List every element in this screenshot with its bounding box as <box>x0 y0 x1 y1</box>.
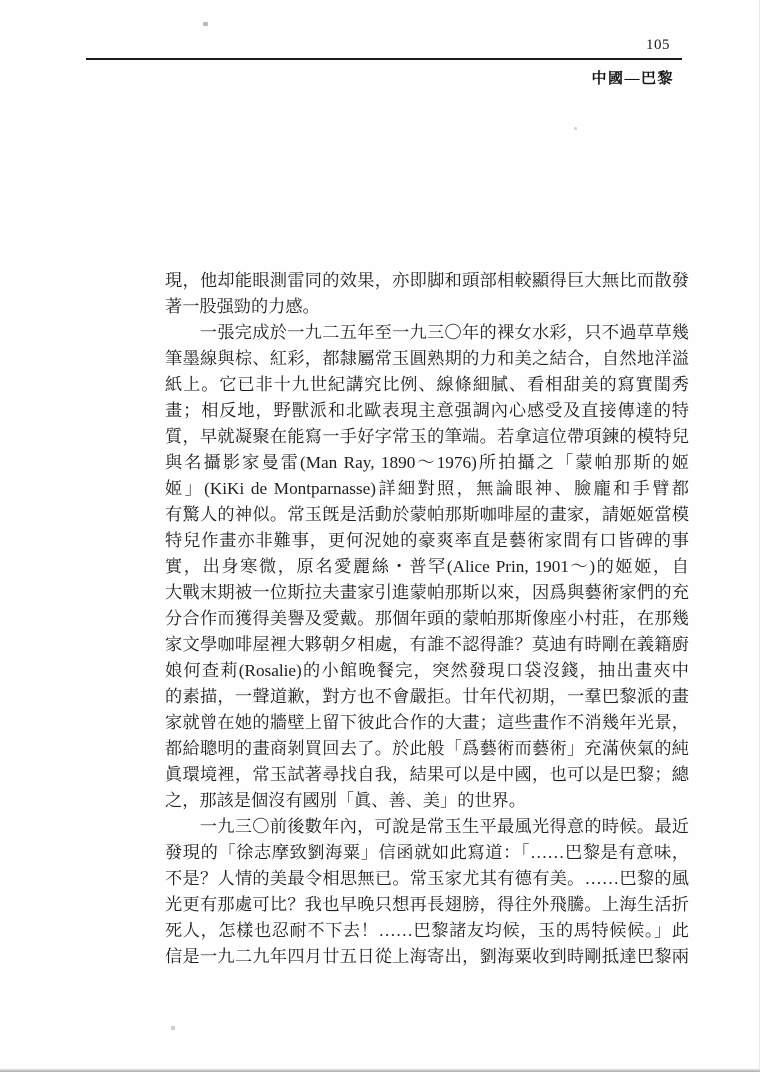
body-line: 實，出身寒微，原名愛麗絲・普罕(Alice Prin, 1901～)的姬姬，自 <box>165 557 689 576</box>
body-line: 姬」(KiKi de Montparnasse)詳細對照，無論眼神、臉龐和手臂都 <box>165 479 689 498</box>
body-line: 發現的「徐志摩致劉海粟」信函就如此寫道：「……巴黎是有意味， <box>165 843 689 862</box>
body-line: 之，那該是個沒有國別「眞、善、美」的世界。 <box>165 791 526 810</box>
body-line: 大戰末期被一位斯拉夫畫家引進蒙帕那斯以來，因爲與藝術家們的充 <box>165 583 689 602</box>
body-line: 家文學咖啡屋裡大夥朝夕相處，有誰不認得誰？莫迪有時剛在義籍廚 <box>165 635 689 654</box>
body-line: 眞環境裡，常玉試著尋找自我，結果可以是中國，也可以是巴黎；總 <box>165 765 689 784</box>
body-line: 現，他却能眼測雷同的效果，亦即脚和頭部相較顯得巨大無比而散發 <box>165 271 689 290</box>
body-line: 畫；相反地，野獸派和北歐表現主意强調內心感受及直接傳達的特 <box>165 401 689 420</box>
page-number: 105 <box>646 37 670 53</box>
body-line: 家就曾在她的牆壁上留下彼此合作的大畫；這些畫作不消幾年光景， <box>165 713 689 732</box>
body-line: 紙上。它已非十九世紀講究比例、線條細膩、看相甜美的寫實閨秀 <box>165 375 689 394</box>
body-line: 光更有那處可比？我也早晚只想再長翅膀，得往外飛騰。上海生活折 <box>165 895 689 914</box>
body-line: 都給聰明的畫商剝買回去了。於此般「爲藝術而藝術」充滿俠氣的純 <box>165 739 689 758</box>
body-line: 娘何查莉(Rosalie)的小館晚餐完，突然發現口袋沒錢，抽出畫夾中 <box>165 661 689 680</box>
body-line: 一九三〇前後數年內，可說是常玉生平最風光得意的時候。最近 <box>199 817 689 836</box>
body-line: 的素描，一聲道歉，對方也不會嚴拒。廿年代初期，一羣巴黎派的畫 <box>165 687 689 706</box>
body-line: 信是一九二九年四月廿五日從上海寄出，劉海粟收到時剛抵達巴黎兩 <box>165 947 689 966</box>
body-line: 質，早就凝聚在能寫一手好字常玉的筆端。若拿這位帶項鍊的模特兒 <box>165 427 689 446</box>
body-line: 著一股强勁的力感。 <box>165 297 320 316</box>
body-line: 筆墨線與棕、紅彩，都隸屬常玉圓熟期的力和美之結合，自然地洋溢 <box>165 349 689 368</box>
scan-speck <box>203 22 208 26</box>
body-line: 死人，怎樣也忍耐不下去！……巴黎諸友均候，玉的馬特候候。」此 <box>165 921 689 940</box>
body-line: 不是？人情的美最令相思無已。常玉家尤其有德有美。……巴黎的風 <box>165 869 689 888</box>
body-line: 特兒作畫亦非難事，更何況她的豪爽率直是藝術家間有口皆碑的事 <box>165 531 689 550</box>
body-line: 一張完成於一九二五年至一九三〇年的裸女水彩，只不過草草幾 <box>199 323 689 342</box>
body-line: 分合作而獲得美譽及愛戴。那個年頭的蒙帕那斯像座小村莊，在那幾 <box>165 609 689 628</box>
scan-speck <box>574 127 577 130</box>
body-line: 與名攝影家曼雷(Man Ray, 1890～1976)所拍攝之「蒙帕那斯的姬 <box>165 453 689 472</box>
body-text <box>165 268 689 970</box>
header-rule <box>86 58 682 60</box>
running-head: 中國—巴黎 <box>591 71 674 87</box>
body-line: 有驚人的神似。常玉旣是活動於蒙帕那斯咖啡屋的畫家，請姬姬當模 <box>165 505 689 524</box>
scan-speck <box>171 1026 175 1030</box>
